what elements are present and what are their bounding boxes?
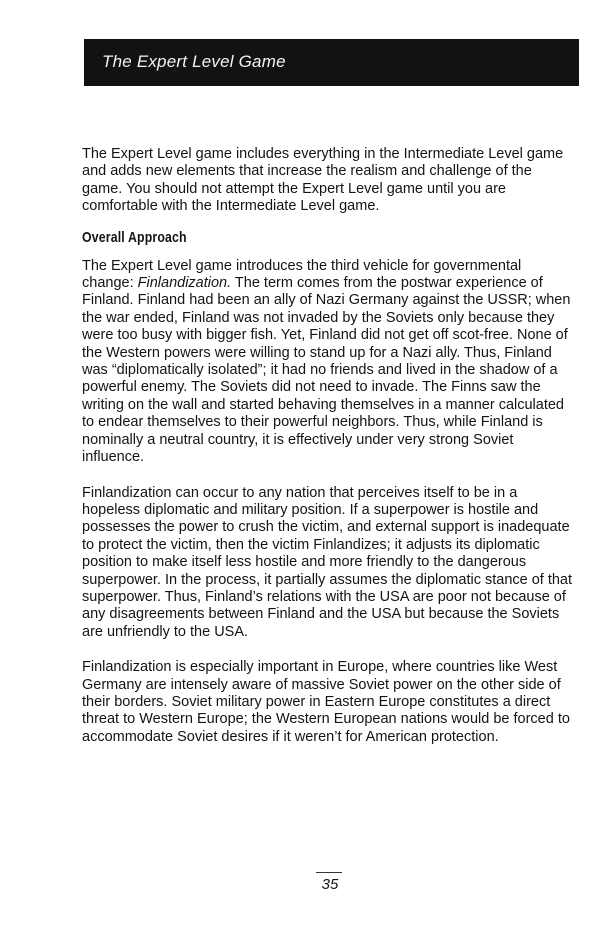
body-paragraph-3: Finlandization is especially important in Europe, where countries like West Germany are intensely aware of massive Soviet power on the other side of their borders. Soviet military power in Eastern Europe constitutes a direct threat to Western Europe; the Western European nations would be forced to accommodate Soviet desires if it weren’t for American protection. [82,659,570,745]
page-content [82,146,576,746]
chapter-header-bar [84,39,579,86]
intro-paragraph: The Expert Level game includes everything in the Intermediate Level game and adds new elements that increase the realism and challenge of the game. You should not attempt the Expert Level game until you are comfortable with the Intermediate Level game. [82,146,564,215]
body-paragraph-1-lead: The Expert Level game introduces the third vehicle for governmental change: [82,257,522,292]
chapter-title: The Expert Level Game [102,52,286,71]
page-number: 35 [321,876,339,893]
section-heading: Overall Approach [82,228,187,246]
finlandization-term: Finlandization. [137,275,232,292]
body-paragraph-1-rest: The term comes from the postwar experience of Finland. Finland had been an ally of Nazi Germany against the USSR; when the war ended, Finland was not invaded by the Soviets only because they were too busy with bigger fish. Yet, Finland did not get off scot-free. None of the Western powers were willing to stand up for a Nazi ally. Thus, Finland was “diplomatically isolated”; it had no friends and lived in the shadow of a powerful enemy. The Soviets did not need to invade. The Finns saw the writing on the wall and started behaving themselves in a manner calculated to endear themselves to their powerful neighbors. Thus, while Finland is nominally a neutral country, it is effectively under very strong Soviet influence. [82,275,571,466]
body-paragraph-1 [82,258,576,467]
body-paragraph-2: Finlandization can occur to any nation that perceives itself to be in a hopeless diplomatic and military position. If a superpower is hostile and possesses the power to crush the victim, and external support is inadequate to protect the victim, then the victim Finlandizes; it adjusts its diplomatic position to make itself less hostile and more friendly to the dangerous superpower. In the process, it partially assumes the diplomatic stance of that superpower. Thus, Finland’s relations with the USA are poor not because of any disagreements between Finland and the USA but because the Soviets are unfriendly to the USA. [82,484,573,640]
footer-rule [316,872,342,873]
